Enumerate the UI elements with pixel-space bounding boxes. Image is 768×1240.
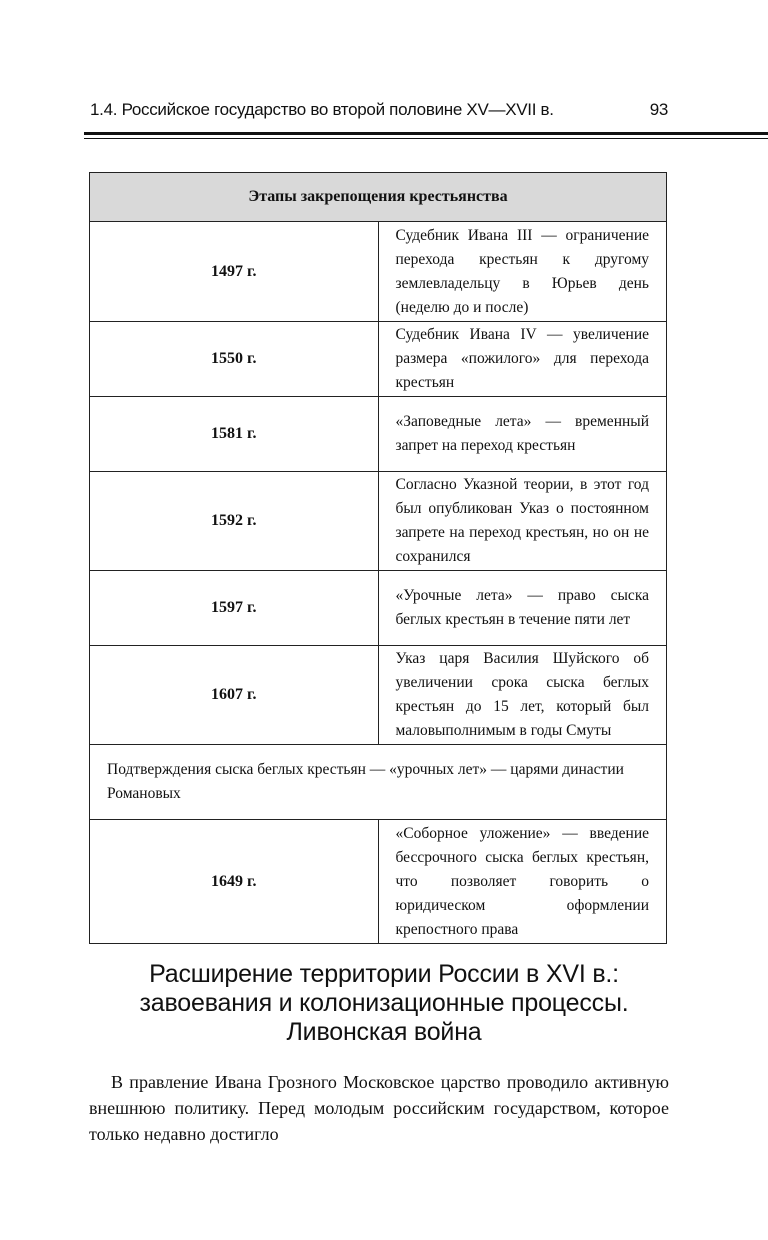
- row-text: «Заповедные лета» — временный запрет на переход крестьян: [378, 397, 667, 472]
- row-year: 1550 г.: [90, 322, 379, 397]
- table-row: [90, 397, 667, 472]
- table-row: [90, 820, 667, 944]
- section-title-line: Расширение территории России в XVI в.:: [149, 960, 619, 988]
- row-text: Судебник Ивана III — ограничение перехода крестьян к другому землевладельцу в Юрьев день (неделю до и после): [378, 222, 667, 322]
- table-row: [90, 222, 667, 322]
- serfdom-stages-table: [89, 172, 667, 944]
- section-title-line: завоевания и колонизационные процессы.: [139, 989, 629, 1017]
- table-row-spanning: [90, 745, 667, 820]
- table-row: [90, 646, 667, 745]
- table-header: Этапы закрепощения крестьянства: [90, 173, 667, 222]
- header-rule-thin: [84, 138, 768, 139]
- section-title-line: Ливонская война: [286, 1018, 482, 1046]
- spanning-row-text: Подтверждения сыска беглых крестьян — «урочных лет» — царями династии Романовых: [90, 745, 667, 820]
- body-paragraph: В правление Ивана Грозного Московское царство проводило активную внешнюю политику. Перед молодым российским государством, которое только недавно достигло: [89, 1072, 669, 1144]
- table-row: [90, 571, 667, 646]
- row-year: 1592 г.: [90, 472, 379, 571]
- row-text: «Урочные лета» — право сыска беглых крестьян в течение пяти лет: [378, 571, 667, 646]
- running-head-title: 1.4. Российское государство во второй половине XV—XVII в.: [90, 100, 554, 119]
- table-row: [90, 472, 667, 571]
- running-head: [90, 100, 668, 120]
- row-text: Согласно Указной теории, в этот год был опубликован Указ о постоянном запрете на переход крестьян, но он не сохранился: [378, 472, 667, 571]
- section-title: [84, 960, 684, 1047]
- row-year: 1581 г.: [90, 397, 379, 472]
- row-year: 1607 г.: [90, 646, 379, 745]
- row-text: Судебник Ивана IV — увеличение размера «пожилого» для перехода крестьян: [378, 322, 667, 397]
- table-header-row: [90, 173, 667, 222]
- page-number: 93: [649, 100, 668, 119]
- header-rule-thick: [84, 132, 768, 135]
- table-row: [90, 322, 667, 397]
- row-year: 1649 г.: [90, 820, 379, 944]
- row-text: «Соборное уложение» — введение бессрочного сыска беглых крестьян, что позволяет говорить о юридическом оформлении крепостного права: [378, 820, 667, 944]
- row-year: 1597 г.: [90, 571, 379, 646]
- row-year: 1497 г.: [90, 222, 379, 322]
- row-text: Указ царя Василия Шуйского об увеличении срока сыска беглых крестьян до 15 лет, который был маловыполнимым в годы Смуты: [378, 646, 667, 745]
